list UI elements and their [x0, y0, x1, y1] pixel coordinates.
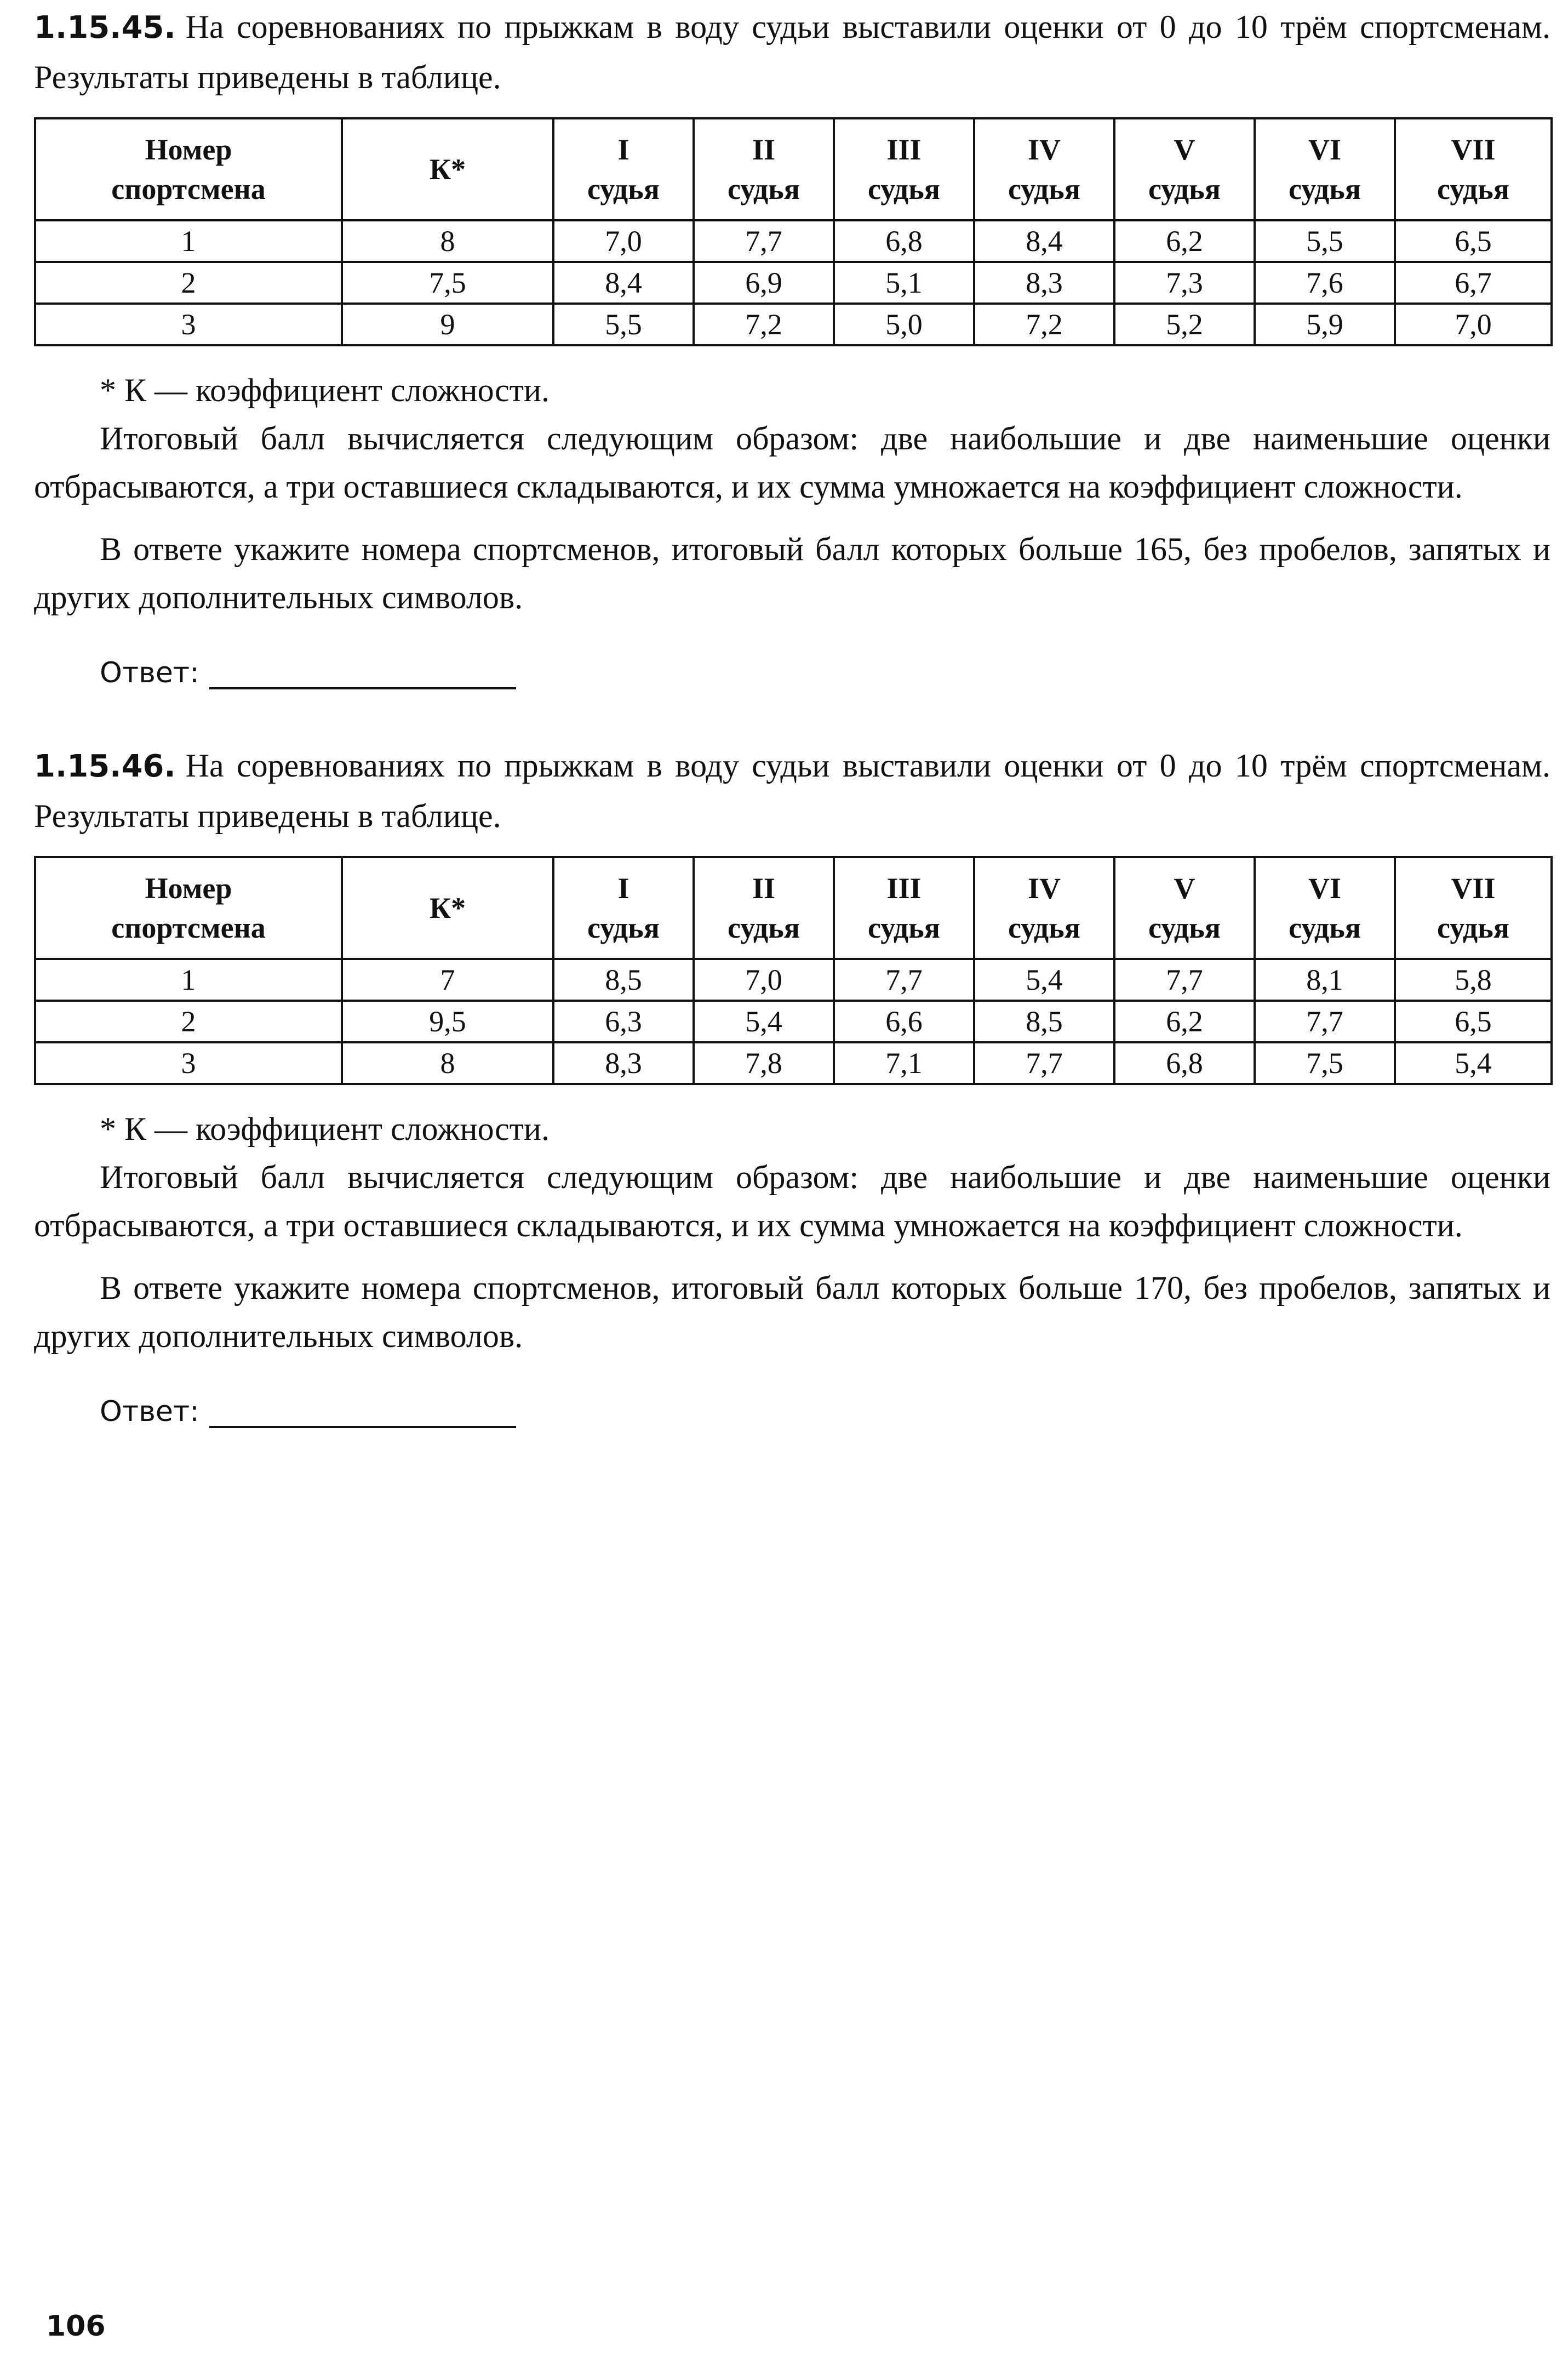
score-cell: 8,1 — [1255, 959, 1395, 1001]
column-header — [1255, 857, 1395, 959]
problem-intro — [34, 741, 1550, 841]
score-cell: 8,5 — [974, 1001, 1114, 1042]
column-header-line: судья — [1289, 911, 1361, 944]
column-header — [974, 857, 1114, 959]
score-cell: 7,6 — [1255, 262, 1395, 304]
column-header-line: III — [886, 133, 922, 166]
score-cell: 5,0 — [834, 304, 974, 345]
column-header-line: IV — [1027, 872, 1061, 905]
score-cell: 5,4 — [1395, 1042, 1552, 1084]
column-header-line: К* — [429, 153, 466, 186]
column-header-line: судья — [1437, 173, 1509, 206]
table-row — [35, 262, 1552, 304]
score-cell: 7,0 — [553, 220, 694, 262]
score-cell: 6,7 — [1395, 262, 1552, 304]
column-header — [1395, 118, 1552, 220]
athlete-number-cell: 1 — [35, 959, 342, 1001]
difficulty-cell: 7,5 — [342, 262, 553, 304]
column-header-line: I — [617, 872, 630, 905]
score-cell: 6,3 — [553, 1001, 694, 1042]
column-header — [1255, 118, 1395, 220]
score-cell: 6,9 — [694, 262, 834, 304]
problem-intro — [34, 2, 1550, 102]
score-cell: 5,4 — [694, 1001, 834, 1042]
column-header-line: VI — [1308, 872, 1341, 905]
score-cell: 6,2 — [1114, 1001, 1255, 1042]
column-header-line: спортсмена — [111, 911, 266, 944]
score-cell: 7,7 — [1114, 959, 1255, 1001]
column-header — [694, 118, 834, 220]
task-text: В ответе укажите номера спортсменов, итоговый балл которых больше 170, без пробелов, запятых и других дополнительных символов. — [34, 1270, 1550, 1354]
answer-field[interactable] — [209, 657, 516, 689]
column-header-line: судья — [1148, 911, 1221, 944]
column-header-line: судья — [1289, 173, 1361, 206]
score-cell: 8,4 — [974, 220, 1114, 262]
column-header — [35, 857, 342, 959]
footnote: * К — коэффициент сложности. — [100, 372, 550, 408]
score-cell: 8,3 — [553, 1042, 694, 1084]
table-row — [35, 1001, 1552, 1042]
column-header — [974, 118, 1114, 220]
answer-row — [100, 1395, 1550, 1428]
column-header — [553, 857, 694, 959]
column-header-line: судья — [1008, 911, 1080, 944]
problem-2 — [34, 741, 1550, 1428]
scores-table — [34, 117, 1553, 346]
column-header — [553, 118, 694, 220]
page-number: 106 — [46, 2310, 106, 2343]
score-cell: 7,7 — [834, 959, 974, 1001]
column-header-line: судья — [1148, 173, 1221, 206]
answer-row — [100, 657, 1550, 689]
column-header-line: спортсмена — [111, 173, 266, 206]
column-header — [1114, 857, 1255, 959]
column-header-line: К* — [429, 892, 466, 924]
column-header-line: судья — [587, 173, 660, 206]
column-header-line: V — [1174, 872, 1195, 905]
score-cell: 5,5 — [553, 304, 694, 345]
column-header-line: судья — [728, 173, 800, 206]
table-header-row — [35, 857, 1552, 959]
problem-1 — [34, 2, 1550, 689]
column-header-line: судья — [1008, 173, 1080, 206]
column-header-line: судья — [587, 911, 660, 944]
column-header — [342, 118, 553, 220]
score-cell: 6,2 — [1114, 220, 1255, 262]
score-cell: 7,8 — [694, 1042, 834, 1084]
table-header-row — [35, 118, 1552, 220]
table-row — [35, 220, 1552, 262]
athlete-number-cell: 3 — [35, 1042, 342, 1084]
column-header — [35, 118, 342, 220]
score-cell: 5,2 — [1114, 304, 1255, 345]
score-cell: 6,6 — [834, 1001, 974, 1042]
column-header-line: судья — [728, 911, 800, 944]
problem-number: 1.15.45. — [34, 10, 176, 45]
difficulty-cell: 9,5 — [342, 1001, 553, 1042]
difficulty-cell: 7 — [342, 959, 553, 1001]
score-cell: 7,2 — [974, 304, 1114, 345]
difficulty-cell: 9 — [342, 304, 553, 345]
column-header-line: III — [886, 872, 922, 905]
score-cell: 5,1 — [834, 262, 974, 304]
column-header-line: I — [617, 133, 630, 166]
table-row — [35, 304, 1552, 345]
score-cell: 7,7 — [1255, 1001, 1395, 1042]
scoring-rule: Итоговый балл вычисляется следующим образом: две наибольшие и две наименьшие оценки отбрасываются, а три оставшиеся складываются, и их сумма умножается на коэффициент сложности. — [34, 1159, 1550, 1243]
column-header — [694, 857, 834, 959]
score-cell: 6,8 — [834, 220, 974, 262]
score-cell: 6,8 — [1114, 1042, 1255, 1084]
column-header-line: Номер — [145, 133, 232, 166]
athlete-number-cell: 3 — [35, 304, 342, 345]
athlete-number-cell: 2 — [35, 262, 342, 304]
column-header-line: судья — [1437, 911, 1509, 944]
column-header-line: судья — [868, 173, 940, 206]
score-cell: 7,2 — [694, 304, 834, 345]
column-header-line: VI — [1308, 133, 1341, 166]
athlete-number-cell: 1 — [35, 220, 342, 262]
scores-table — [34, 856, 1553, 1085]
column-header-line: IV — [1027, 133, 1061, 166]
score-cell: 7,7 — [974, 1042, 1114, 1084]
score-cell: 7,0 — [694, 959, 834, 1001]
athlete-number-cell: 2 — [35, 1001, 342, 1042]
task-text: В ответе укажите номера спортсменов, итоговый балл которых больше 165, без пробелов, запятых и других дополнительных символов. — [34, 531, 1550, 615]
score-cell: 8,5 — [553, 959, 694, 1001]
problem-number: 1.15.46. — [34, 749, 176, 784]
difficulty-cell: 8 — [342, 1042, 553, 1084]
score-cell: 7,5 — [1255, 1042, 1395, 1084]
score-cell: 7,3 — [1114, 262, 1255, 304]
score-cell: 6,5 — [1395, 220, 1552, 262]
problem-intro-text: На соревнованиях по прыжкам в воду судьи выставили оценки от 0 до 10 трём спортсменам. Результаты приведены в таблице. — [34, 9, 1550, 95]
problems-list — [34, 2, 1550, 1428]
column-header — [1114, 118, 1255, 220]
column-header-line: VII — [1451, 872, 1496, 905]
difficulty-cell: 8 — [342, 220, 553, 262]
score-cell: 5,4 — [974, 959, 1114, 1001]
column-header-line: V — [1174, 133, 1195, 166]
footnote: * К — коэффициент сложности. — [100, 1111, 550, 1147]
answer-field[interactable] — [209, 1395, 516, 1428]
column-header-line: II — [752, 872, 776, 905]
table-row — [35, 1042, 1552, 1084]
score-cell: 7,1 — [834, 1042, 974, 1084]
score-cell: 8,4 — [553, 262, 694, 304]
score-cell: 8,3 — [974, 262, 1114, 304]
score-cell: 7,7 — [694, 220, 834, 262]
page-content — [34, 0, 1550, 1428]
score-cell: 5,5 — [1255, 220, 1395, 262]
answer-label: Ответ: — [100, 657, 199, 689]
answer-label: Ответ: — [100, 1395, 199, 1428]
column-header-line: Номер — [145, 872, 232, 905]
score-cell: 5,9 — [1255, 304, 1395, 345]
table-row — [35, 959, 1552, 1001]
column-header-line: VII — [1451, 133, 1496, 166]
column-header — [834, 118, 974, 220]
column-header — [1395, 857, 1552, 959]
scoring-rule: Итоговый балл вычисляется следующим образом: две наибольшие и две наименьшие оценки отбрасываются, а три оставшиеся складываются, и их сумма умножается на коэффициент сложности. — [34, 420, 1550, 505]
score-cell: 7,0 — [1395, 304, 1552, 345]
score-cell: 5,8 — [1395, 959, 1552, 1001]
problem-intro-text: На соревнованиях по прыжкам в воду судьи выставили оценки от 0 до 10 трём спортсменам. Результаты приведены в таблице. — [34, 747, 1550, 834]
column-header — [342, 857, 553, 959]
column-header-line: II — [752, 133, 776, 166]
column-header — [834, 857, 974, 959]
column-header-line: судья — [868, 911, 940, 944]
score-cell: 6,5 — [1395, 1001, 1552, 1042]
